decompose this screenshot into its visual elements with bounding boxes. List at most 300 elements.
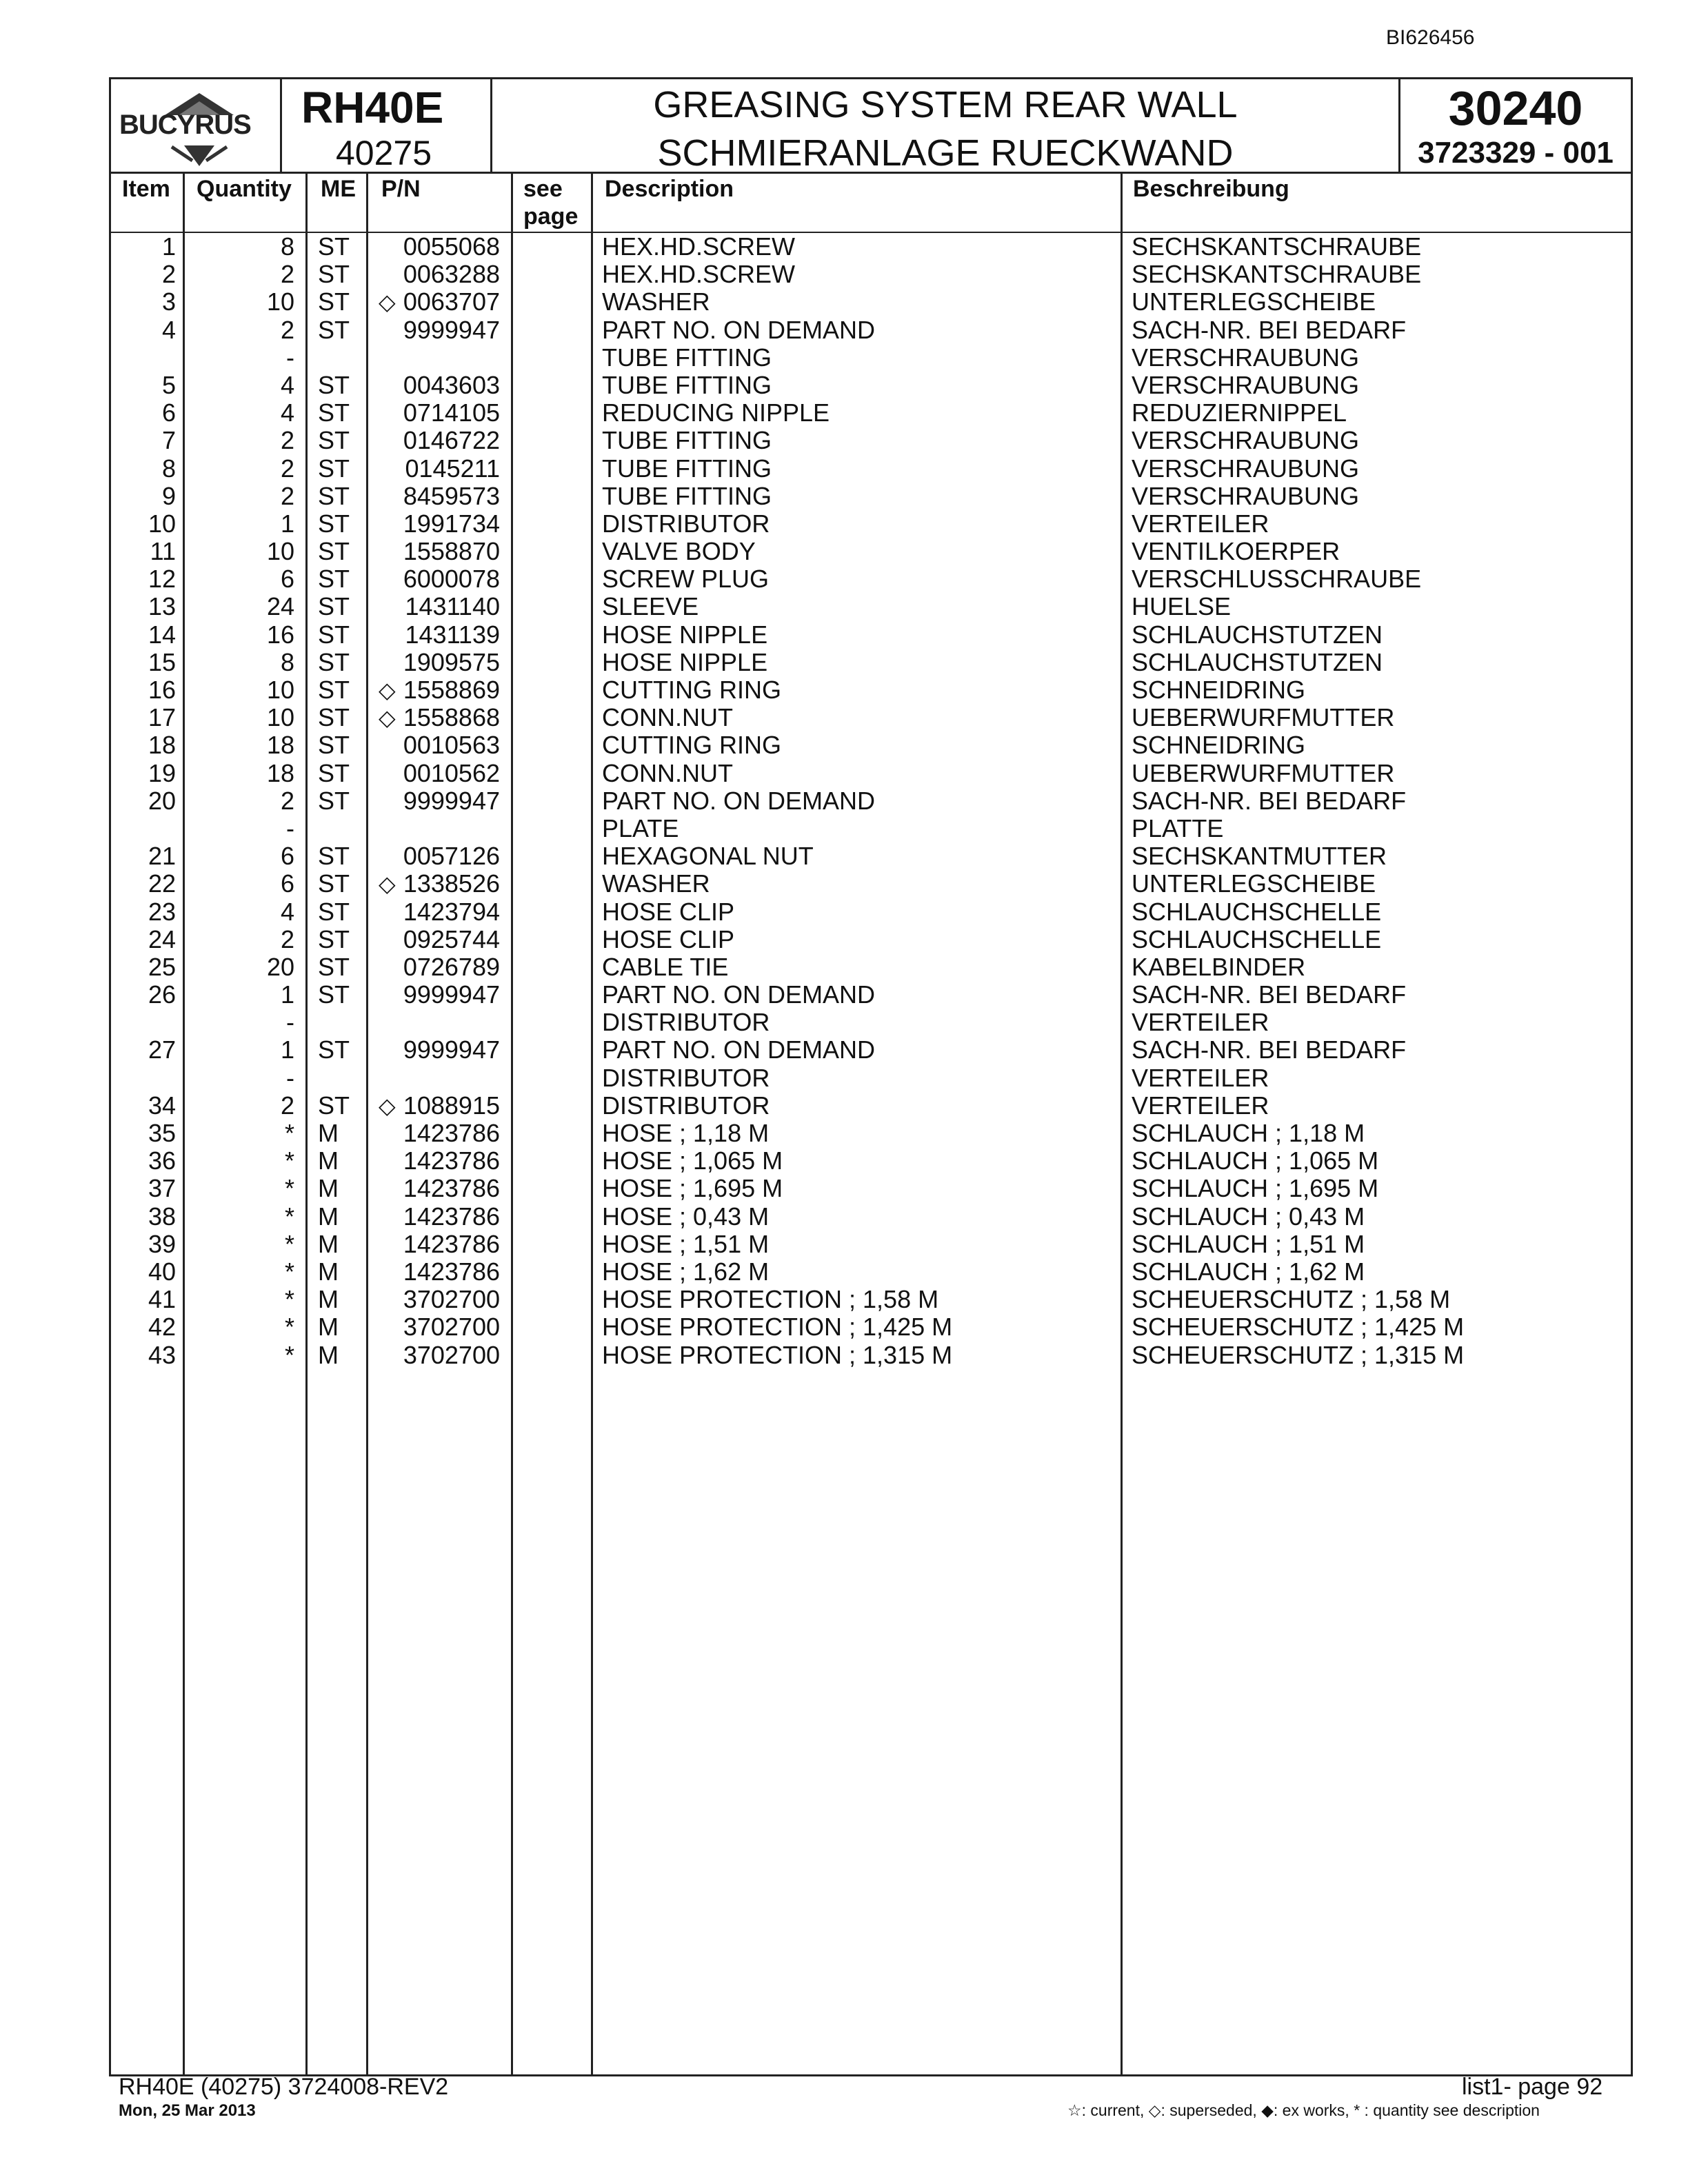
beschreibung-cell: SCHLAUCHSCHELLE bbox=[1132, 924, 1382, 953]
description-cell: PLATE bbox=[602, 813, 679, 842]
item-cell: 35 bbox=[148, 1119, 176, 1147]
beschreibung-cell: SECHSKANTSCHRAUBE bbox=[1132, 260, 1422, 289]
part-number-cell: 0925744 bbox=[403, 924, 500, 953]
unit-cell: ST bbox=[318, 758, 350, 787]
column-header-pn: P/N bbox=[381, 176, 421, 202]
column-header-item: Item bbox=[122, 176, 170, 202]
quantity-cell: 24 bbox=[266, 592, 294, 621]
quantity-cell: 18 bbox=[266, 731, 294, 760]
beschreibung-cell: SCHEUERSCHUTZ ; 1,425 M bbox=[1132, 1313, 1465, 1342]
item-cell: 34 bbox=[148, 1091, 176, 1120]
unit-cell: ST bbox=[318, 565, 350, 594]
part-number-cell: 1423786 bbox=[403, 1229, 500, 1258]
quantity-cell: 2 bbox=[280, 481, 294, 510]
beschreibung-cell: VERTEILER bbox=[1132, 1091, 1269, 1120]
item-cell: 7 bbox=[161, 426, 176, 455]
column-header-see-page bbox=[523, 175, 578, 230]
description-cell: HOSE ; 1,51 M bbox=[602, 1229, 770, 1258]
item-cell: 10 bbox=[148, 509, 176, 538]
table-row bbox=[111, 760, 1631, 787]
table-row bbox=[111, 676, 1631, 704]
quantity-cell: * bbox=[284, 1257, 294, 1286]
description-cell: PART NO. ON DEMAND bbox=[602, 786, 876, 815]
description-cell: PART NO. ON DEMAND bbox=[602, 315, 876, 344]
superseded-marker: ◇ bbox=[379, 678, 396, 702]
part-number-cell: 0010562 bbox=[403, 758, 500, 787]
part-number-cell: 8459573 bbox=[403, 481, 500, 510]
part-number-cell: 1423786 bbox=[403, 1174, 500, 1203]
superseded-marker: ◇ bbox=[379, 871, 396, 897]
unit-cell: ST bbox=[318, 481, 350, 510]
table-row bbox=[111, 815, 1631, 842]
quantity-cell: 6 bbox=[280, 869, 294, 898]
part-number-cell: 1431139 bbox=[405, 620, 500, 649]
beschreibung-cell: KABELBINDER bbox=[1132, 952, 1306, 981]
item-cell: 17 bbox=[148, 703, 176, 732]
logo-text: BUCYRUS bbox=[119, 110, 251, 140]
title-german: SCHMIERANLAGE RUECKWAND bbox=[657, 132, 1234, 174]
table-row bbox=[111, 261, 1631, 288]
unit-cell: ST bbox=[318, 287, 350, 316]
description-cell: SCREW PLUG bbox=[602, 565, 770, 594]
unit-cell: ST bbox=[318, 315, 350, 344]
beschreibung-cell: VERTEILER bbox=[1132, 1063, 1269, 1092]
description-cell: WASHER bbox=[602, 869, 710, 898]
quantity-cell: * bbox=[284, 1202, 294, 1231]
part-number-cell: 1558869 bbox=[403, 676, 500, 704]
unit-cell: ST bbox=[318, 509, 350, 538]
column-header-description: Description bbox=[605, 176, 734, 202]
unit-cell: ST bbox=[318, 924, 350, 953]
table-row bbox=[111, 1231, 1631, 1258]
unit-cell: ST bbox=[318, 537, 350, 566]
item-cell: 15 bbox=[148, 647, 176, 676]
item-cell: 42 bbox=[148, 1313, 176, 1342]
unit-cell: ST bbox=[318, 897, 350, 926]
description-cell: HOSE ; 1,18 M bbox=[602, 1119, 770, 1147]
part-number-cell: 0055068 bbox=[403, 232, 500, 261]
table-row bbox=[111, 1286, 1631, 1313]
item-cell: 25 bbox=[148, 952, 176, 981]
quantity-cell: 2 bbox=[280, 924, 294, 953]
beschreibung-cell: SACH-NR. BEI BEDARF bbox=[1132, 315, 1407, 344]
unit-cell: ST bbox=[318, 731, 350, 760]
quantity-cell: 10 bbox=[266, 676, 294, 704]
item-cell: 20 bbox=[148, 786, 176, 815]
beschreibung-cell: VERSCHLUSSCHRAUBE bbox=[1132, 565, 1422, 594]
description-cell: HOSE PROTECTION ; 1,315 M bbox=[602, 1340, 953, 1369]
quantity-cell: * bbox=[284, 1285, 294, 1314]
description-cell: CUTTING RING bbox=[602, 731, 781, 760]
beschreibung-cell: SCHLAUCH ; 1,51 M bbox=[1132, 1229, 1365, 1258]
quantity-cell: 1 bbox=[280, 509, 294, 538]
description-cell: HOSE ; 1,62 M bbox=[602, 1257, 770, 1286]
beschreibung-cell: SCHNEIDRING bbox=[1132, 731, 1306, 760]
beschreibung-cell: SCHLAUCHSTUTZEN bbox=[1132, 620, 1383, 649]
part-number-cell: 1558868 bbox=[403, 703, 500, 732]
item-cell: 19 bbox=[148, 758, 176, 787]
item-cell: 22 bbox=[148, 869, 176, 898]
unit-cell: ST bbox=[318, 1035, 350, 1064]
description-cell: TUBE FITTING bbox=[602, 426, 772, 455]
beschreibung-cell: SACH-NR. BEI BEDARF bbox=[1132, 1035, 1407, 1064]
part-number-cell: 1991734 bbox=[403, 509, 500, 538]
unit-cell: M bbox=[318, 1229, 339, 1258]
item-cell: 4 bbox=[161, 315, 176, 344]
unit-cell: ST bbox=[318, 260, 350, 289]
description-cell: TUBE FITTING bbox=[602, 370, 772, 399]
beschreibung-cell: SCHNEIDRING bbox=[1132, 676, 1306, 704]
description-cell: HOSE PROTECTION ; 1,425 M bbox=[602, 1313, 953, 1342]
quantity-cell: * bbox=[284, 1229, 294, 1258]
part-number-cell: 0726789 bbox=[403, 952, 500, 981]
quantity-cell: - bbox=[286, 343, 294, 372]
table-row bbox=[111, 1120, 1631, 1147]
column-header-beschreibung: Beschreibung bbox=[1133, 176, 1289, 202]
part-number-cell: 1909575 bbox=[403, 647, 500, 676]
unit-cell: ST bbox=[318, 232, 350, 261]
unit-cell: ST bbox=[318, 952, 350, 981]
part-number-cell: 6000078 bbox=[403, 565, 500, 594]
quantity-cell: 10 bbox=[266, 287, 294, 316]
quantity-cell: 1 bbox=[280, 1035, 294, 1064]
unit-cell: M bbox=[318, 1174, 339, 1203]
part-number-cell: 9999947 bbox=[403, 786, 500, 815]
table-row bbox=[111, 1009, 1631, 1036]
part-number-cell: 3702700 bbox=[403, 1285, 500, 1314]
table-row bbox=[111, 1258, 1631, 1286]
description-cell: HOSE ; 1,695 M bbox=[602, 1174, 783, 1203]
logo-cell bbox=[111, 79, 282, 172]
page-label: page bbox=[523, 203, 579, 230]
beschreibung-cell: SCHLAUCHSTUTZEN bbox=[1132, 647, 1383, 676]
part-number-cell: 0010563 bbox=[403, 731, 500, 760]
table-row bbox=[111, 344, 1631, 372]
column-header-me: ME bbox=[321, 176, 356, 202]
header-block bbox=[109, 77, 1633, 174]
document-code: BI626456 bbox=[1386, 26, 1475, 49]
beschreibung-cell: SECHSKANTSCHRAUBE bbox=[1132, 232, 1422, 261]
unit-cell: ST bbox=[318, 426, 350, 455]
quantity-cell: * bbox=[284, 1146, 294, 1175]
unit-cell: ST bbox=[318, 647, 350, 676]
table-row bbox=[111, 953, 1631, 981]
quantity-cell: * bbox=[284, 1340, 294, 1369]
item-cell: 5 bbox=[161, 370, 176, 399]
description-cell: PART NO. ON DEMAND bbox=[602, 1035, 876, 1064]
table-body bbox=[111, 233, 1631, 1369]
item-cell: 37 bbox=[148, 1174, 176, 1203]
beschreibung-cell: SACH-NR. BEI BEDARF bbox=[1132, 980, 1407, 1009]
table-row bbox=[111, 510, 1631, 538]
unit-cell: M bbox=[318, 1285, 339, 1314]
table-row bbox=[111, 731, 1631, 759]
quantity-cell: 2 bbox=[280, 454, 294, 483]
beschreibung-cell: SCHLAUCH ; 1,065 M bbox=[1132, 1146, 1379, 1175]
item-cell: 6 bbox=[161, 398, 176, 427]
item-cell: 41 bbox=[148, 1285, 176, 1314]
beschreibung-cell: VERSCHRAUBUNG bbox=[1132, 343, 1360, 372]
part-number-cell: 1423786 bbox=[403, 1146, 500, 1175]
beschreibung-cell: REDUZIERNIPPEL bbox=[1132, 398, 1347, 427]
description-cell: WASHER bbox=[602, 287, 710, 316]
unit-cell: ST bbox=[318, 1091, 350, 1120]
description-cell: TUBE FITTING bbox=[602, 343, 772, 372]
description-cell: DISTRIBUTOR bbox=[602, 1063, 770, 1092]
item-cell: 39 bbox=[148, 1229, 176, 1258]
beschreibung-cell: VERSCHRAUBUNG bbox=[1132, 454, 1360, 483]
beschreibung-cell: VERTEILER bbox=[1132, 1008, 1269, 1037]
table-row bbox=[111, 399, 1631, 427]
column-header-quantity: Quantity bbox=[197, 176, 292, 202]
table-row bbox=[111, 1203, 1631, 1231]
table-row bbox=[111, 372, 1631, 399]
item-cell: 23 bbox=[148, 897, 176, 926]
table-row bbox=[111, 538, 1631, 565]
assembly-number: 3723329 - 001 bbox=[1418, 136, 1614, 170]
beschreibung-cell: PLATTE bbox=[1132, 813, 1224, 842]
item-cell: 21 bbox=[148, 842, 176, 871]
beschreibung-cell: VERTEILER bbox=[1132, 509, 1269, 538]
unit-cell: ST bbox=[318, 842, 350, 871]
part-number-cell: 0043603 bbox=[403, 370, 500, 399]
description-cell: HEX.HD.SCREW bbox=[602, 232, 796, 261]
part-number-cell: 3702700 bbox=[403, 1340, 500, 1369]
beschreibung-cell: VENTILKOERPER bbox=[1132, 537, 1340, 566]
item-cell: 9 bbox=[161, 481, 176, 510]
item-cell: 38 bbox=[148, 1202, 176, 1231]
superseded-marker: ◇ bbox=[379, 1093, 396, 1118]
table-row bbox=[111, 233, 1631, 261]
part-number-cell: 1088915 bbox=[403, 1091, 500, 1120]
quantity-cell: 16 bbox=[266, 620, 294, 649]
quantity-cell: 20 bbox=[266, 952, 294, 981]
description-cell: HEXAGONAL NUT bbox=[602, 842, 814, 871]
table-row bbox=[111, 649, 1631, 676]
item-cell: 24 bbox=[148, 924, 176, 953]
quantity-cell: * bbox=[284, 1119, 294, 1147]
item-cell: 2 bbox=[161, 260, 176, 289]
beschreibung-cell: UNTERLEGSCHEIBE bbox=[1132, 287, 1376, 316]
quantity-cell: 2 bbox=[280, 260, 294, 289]
quantity-cell: - bbox=[286, 813, 294, 842]
beschreibung-cell: SCHLAUCH ; 0,43 M bbox=[1132, 1202, 1365, 1231]
part-number-cell: 0714105 bbox=[403, 398, 500, 427]
table-row bbox=[111, 842, 1631, 870]
table-row bbox=[111, 455, 1631, 483]
part-number-cell: 1423786 bbox=[403, 1257, 500, 1286]
part-number-cell: 0057126 bbox=[403, 842, 500, 871]
beschreibung-cell: VERSCHRAUBUNG bbox=[1132, 370, 1360, 399]
description-cell: VALVE BODY bbox=[602, 537, 756, 566]
description-cell: HOSE ; 0,43 M bbox=[602, 1202, 770, 1231]
title-cell bbox=[492, 79, 1400, 172]
table-row bbox=[111, 981, 1631, 1009]
table-row bbox=[111, 926, 1631, 953]
description-cell: TUBE FITTING bbox=[602, 454, 772, 483]
quantity-cell: 18 bbox=[266, 758, 294, 787]
description-cell: DISTRIBUTOR bbox=[602, 509, 770, 538]
part-number-cell: 0146722 bbox=[403, 426, 500, 455]
beschreibung-cell: VERSCHRAUBUNG bbox=[1132, 481, 1360, 510]
beschreibung-cell: VERSCHRAUBUNG bbox=[1132, 426, 1360, 455]
quantity-cell: 2 bbox=[280, 786, 294, 815]
table-row bbox=[111, 704, 1631, 731]
title-english: GREASING SYSTEM REAR WALL bbox=[653, 84, 1238, 125]
part-number-cell: 1558870 bbox=[403, 537, 500, 566]
unit-cell: M bbox=[318, 1119, 339, 1147]
quantity-cell: 2 bbox=[280, 426, 294, 455]
description-cell: CONN.NUT bbox=[602, 758, 733, 787]
description-cell: CUTTING RING bbox=[602, 676, 781, 704]
part-number-cell: 1338526 bbox=[403, 869, 500, 898]
page-number: 30240 bbox=[1448, 81, 1583, 135]
item-cell: 16 bbox=[148, 676, 176, 704]
table-row bbox=[111, 787, 1631, 815]
quantity-cell: * bbox=[284, 1313, 294, 1342]
item-cell: 26 bbox=[148, 980, 176, 1009]
description-cell: HOSE ; 1,065 M bbox=[602, 1146, 783, 1175]
item-cell: 36 bbox=[148, 1146, 176, 1175]
unit-cell: M bbox=[318, 1313, 339, 1342]
superseded-marker: ◇ bbox=[379, 705, 396, 731]
quantity-cell: 4 bbox=[280, 897, 294, 926]
beschreibung-cell: UEBERWURFMUTTER bbox=[1132, 703, 1395, 732]
unit-cell: M bbox=[318, 1257, 339, 1286]
unit-cell: ST bbox=[318, 454, 350, 483]
quantity-cell: - bbox=[286, 1008, 294, 1037]
table-row bbox=[111, 1064, 1631, 1092]
see-label: see bbox=[523, 176, 563, 202]
quantity-cell: * bbox=[284, 1174, 294, 1203]
quantity-cell: 4 bbox=[280, 398, 294, 427]
item-cell: 8 bbox=[161, 454, 176, 483]
description-cell: DISTRIBUTOR bbox=[602, 1008, 770, 1037]
unit-cell: ST bbox=[318, 869, 350, 898]
item-cell: 27 bbox=[148, 1035, 176, 1064]
number-cell bbox=[1400, 79, 1631, 172]
item-cell: 40 bbox=[148, 1257, 176, 1286]
beschreibung-cell: UEBERWURFMUTTER bbox=[1132, 758, 1395, 787]
item-cell: 3 bbox=[161, 287, 176, 316]
quantity-cell: 8 bbox=[280, 647, 294, 676]
description-cell: CONN.NUT bbox=[602, 703, 733, 732]
beschreibung-cell: HUELSE bbox=[1132, 592, 1232, 621]
description-cell: REDUCING NIPPLE bbox=[602, 398, 830, 427]
table-row bbox=[111, 483, 1631, 510]
item-cell: 12 bbox=[148, 565, 176, 594]
beschreibung-cell: SCHLAUCH ; 1,18 M bbox=[1132, 1119, 1365, 1147]
part-number-cell: 1423794 bbox=[403, 897, 500, 926]
part-number-cell: 0063707 bbox=[403, 287, 500, 316]
unit-cell: M bbox=[318, 1146, 339, 1175]
table-row bbox=[111, 898, 1631, 926]
part-number-cell: 9999947 bbox=[403, 980, 500, 1009]
footer-legend: ☆: current, ◇: superseded, ◆: ex works, * : quantity see description bbox=[1067, 2101, 1540, 2119]
description-cell: DISTRIBUTOR bbox=[602, 1091, 770, 1120]
item-cell: 18 bbox=[148, 731, 176, 760]
table-row bbox=[111, 1342, 1631, 1369]
superseded-marker: ◇ bbox=[379, 290, 396, 315]
description-cell: HOSE NIPPLE bbox=[602, 620, 768, 649]
model-cell bbox=[282, 79, 492, 172]
description-cell: HEX.HD.SCREW bbox=[602, 260, 796, 289]
part-number-cell: 0063288 bbox=[403, 260, 500, 289]
item-cell: 13 bbox=[148, 592, 176, 621]
item-cell: 43 bbox=[148, 1340, 176, 1369]
unit-cell: ST bbox=[318, 620, 350, 649]
table-row bbox=[111, 565, 1631, 593]
part-number-cell: 9999947 bbox=[403, 1035, 500, 1064]
item-cell: 14 bbox=[148, 620, 176, 649]
part-number-cell: 1431140 bbox=[405, 592, 500, 621]
quantity-cell: 10 bbox=[266, 537, 294, 566]
parts-table bbox=[109, 174, 1633, 2076]
description-cell: PART NO. ON DEMAND bbox=[602, 980, 876, 1009]
table-row bbox=[111, 1175, 1631, 1202]
quantity-cell: 6 bbox=[280, 565, 294, 594]
table-row bbox=[111, 1147, 1631, 1175]
quantity-cell: 2 bbox=[280, 1091, 294, 1120]
footer-page-label: list1- page 92 bbox=[1462, 2074, 1603, 2100]
table-row bbox=[111, 593, 1631, 620]
quantity-cell: 1 bbox=[280, 980, 294, 1009]
table-row bbox=[111, 1092, 1631, 1120]
table-row bbox=[111, 621, 1631, 649]
beschreibung-cell: SCHLAUCH ; 1,695 M bbox=[1132, 1174, 1379, 1203]
beschreibung-cell: SCHLAUCHSCHELLE bbox=[1132, 897, 1382, 926]
item-cell: 1 bbox=[161, 232, 176, 261]
quantity-cell: 8 bbox=[280, 232, 294, 261]
part-number-cell: 9999947 bbox=[403, 315, 500, 344]
unit-cell: ST bbox=[318, 370, 350, 399]
part-number-cell: 1423786 bbox=[403, 1202, 500, 1231]
beschreibung-cell: SECHSKANTMUTTER bbox=[1132, 842, 1387, 871]
beschreibung-cell: SCHLAUCH ; 1,62 M bbox=[1132, 1257, 1365, 1286]
table-row bbox=[111, 288, 1631, 316]
quantity-cell: 10 bbox=[266, 703, 294, 732]
description-cell: TUBE FITTING bbox=[602, 481, 772, 510]
table-header bbox=[111, 174, 1631, 233]
unit-cell: ST bbox=[318, 980, 350, 1009]
unit-cell: ST bbox=[318, 786, 350, 815]
footer-date: Mon, 25 Mar 2013 bbox=[119, 2101, 256, 2120]
beschreibung-cell: UNTERLEGSCHEIBE bbox=[1132, 869, 1376, 898]
unit-cell: M bbox=[318, 1340, 339, 1369]
quantity-cell: - bbox=[286, 1063, 294, 1092]
description-cell: HOSE CLIP bbox=[602, 897, 735, 926]
part-number-cell: 0145211 bbox=[405, 454, 500, 483]
table-row bbox=[111, 427, 1631, 454]
description-cell: HOSE PROTECTION ; 1,58 M bbox=[602, 1285, 939, 1314]
part-number-cell: 3702700 bbox=[403, 1313, 500, 1342]
table-row bbox=[111, 1036, 1631, 1064]
model-code: 40275 bbox=[336, 134, 432, 172]
quantity-cell: 4 bbox=[280, 370, 294, 399]
unit-cell: ST bbox=[318, 592, 350, 621]
item-cell: 11 bbox=[150, 537, 176, 566]
quantity-cell: 2 bbox=[280, 315, 294, 344]
description-cell: HOSE NIPPLE bbox=[602, 647, 768, 676]
unit-cell: ST bbox=[318, 398, 350, 427]
table-row bbox=[111, 316, 1631, 344]
part-number-cell: 1423786 bbox=[403, 1119, 500, 1147]
description-cell: HOSE CLIP bbox=[602, 924, 735, 953]
unit-cell: ST bbox=[318, 703, 350, 732]
beschreibung-cell: SCHEUERSCHUTZ ; 1,315 M bbox=[1132, 1340, 1465, 1369]
beschreibung-cell: SCHEUERSCHUTZ ; 1,58 M bbox=[1132, 1285, 1451, 1314]
table-row bbox=[111, 870, 1631, 898]
